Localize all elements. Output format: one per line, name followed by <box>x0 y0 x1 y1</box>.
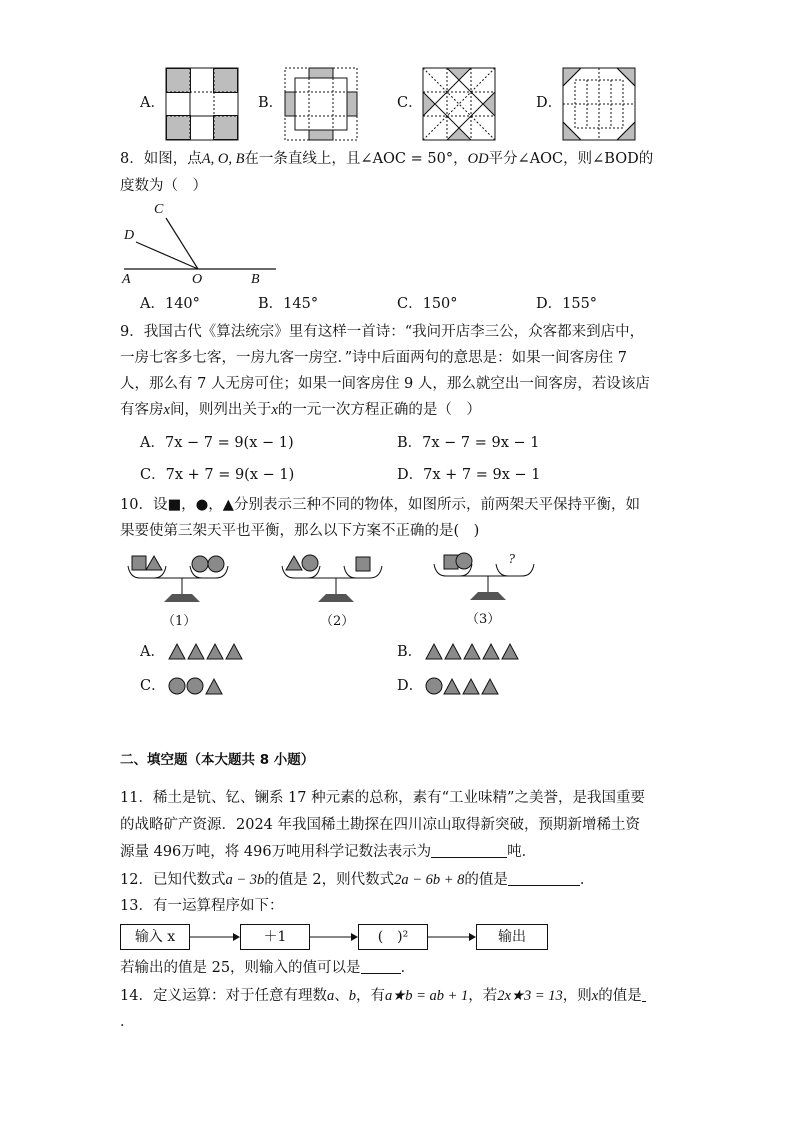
balance-2-caption: （2） <box>320 614 355 629</box>
q10-option-a-shapes <box>168 642 244 660</box>
q12-answer-blank[interactable] <box>508 871 580 886</box>
q7-option-b-label: B． <box>258 95 284 111</box>
balance-3-question-mark: ? <box>508 552 515 567</box>
balance-1 <box>124 552 240 604</box>
flow-input-box: 输入 x <box>120 924 190 950</box>
q8-option-b: B．145° <box>258 296 319 312</box>
balance-3-caption: （3） <box>466 612 501 627</box>
q11-line3: 源量 496万吨，将 496万吨用科学记数法表示为 吨． <box>120 844 537 860</box>
q9-line1: 9．我国古代《算法统宗》里有这样一首诗：“我问开店李三公，众客都来到店中， <box>120 324 645 340</box>
q10-option-c-shapes <box>168 676 226 696</box>
q13-line1: 13．有一运算程序如下： <box>120 898 284 914</box>
q11-line1: 11．稀土是钪、钇、镧系 17 种元素的总称，素有“工业味精”之美誉，是我国重要 <box>120 790 645 806</box>
flow-add-one-box: ＋1 <box>240 924 310 950</box>
q10-option-c-label: C． <box>140 678 166 694</box>
q9-line4: 有客房x间，则列出关于x的一元一次方程正确的是（ ） <box>120 402 481 418</box>
q9-option-a: A．7x − 7 = 9(x − 1) <box>140 435 294 451</box>
q8-stem-line1: 8．如图，点A, O, B在一条直线上，且∠AOC = 50°，OD平分∠AOC，则∠BOD的 <box>120 151 654 167</box>
q7-option-a-label: A． <box>140 95 165 111</box>
q9-option-c: C．7x + 7 = 9(x − 1) <box>140 467 295 483</box>
q10-option-d-shapes <box>425 676 503 696</box>
q7-option-c-label: C． <box>397 95 423 111</box>
q8-option-c: C．150° <box>397 296 458 312</box>
q10-line1: 10．设■，●，▲分别表示三种不同的物体，如图所示，前两架天平保持平衡，如 <box>120 497 640 513</box>
q14-line: 14．定义运算：对于任意有理数a、b，有a★b = ab + 1，若2x★3 = 13，则x的值是 <box>120 986 646 1006</box>
q8-stem-line2: 度数为（ ） <box>120 178 207 194</box>
q8-option-a: A．140° <box>140 296 200 312</box>
balance-2 <box>278 552 394 604</box>
q7-figure-d <box>563 68 635 140</box>
q9-option-d: D．7x + 7 = 9x − 1 <box>397 467 541 483</box>
balance-1-caption: （1） <box>162 614 197 629</box>
section-2-title: 二、填空题（本大题共 8 小题） <box>120 752 315 768</box>
q11-line2: 的战略矿产资源．2024 年我国稀土勘探在四川凉山取得新突破，预期新增稀土资 <box>120 817 641 833</box>
flow-output-box: 输出 <box>476 924 548 950</box>
q13-line2: 若输出的值是 25，则输入的值可以是 ． <box>120 960 416 976</box>
q10-option-b-label: B． <box>397 644 423 660</box>
q8-label-b: B <box>251 272 260 287</box>
q9-line3: 人，那么有 7 人无房可住；如果一间客房住 9 人，那么就空出一间客房，若设该店 <box>120 376 650 392</box>
q12-line: 12．已知代数式a − 3b的值是 2，则代数式2a − 6b + 8的值是 ． <box>120 872 595 888</box>
q8-label-o: O <box>192 272 203 287</box>
q8-label-c: C <box>154 202 164 217</box>
q10-option-a-label: A． <box>140 644 165 660</box>
q10-option-b-shapes <box>425 642 520 660</box>
flow-arrow-2 <box>309 930 359 944</box>
q9-option-b: B．7x − 7 = 9x − 1 <box>397 435 540 451</box>
flow-arrow-3 <box>427 930 477 944</box>
q10-line2: 果要使第三架天平也平衡，那么以下方案不正确的是( ) <box>120 523 480 539</box>
q8-option-d: D．155° <box>536 296 598 312</box>
q7-option-d-label: D． <box>536 95 563 111</box>
q7-figure-c <box>423 68 495 140</box>
q11-answer-blank[interactable] <box>431 843 507 858</box>
flow-arrow-1 <box>189 930 241 944</box>
q9-line2: 一房七客多七客，一房九客一房空．”诗中后面两句的意思是：如果一间客房住 7 <box>120 350 627 366</box>
q8-label-d: D <box>124 228 135 243</box>
q14-answer-blank[interactable] <box>642 987 646 1002</box>
q13-answer-blank[interactable] <box>361 959 401 974</box>
flow-square-box: ( )² <box>358 924 428 950</box>
balance-3 <box>430 550 546 602</box>
q7-figure-a <box>166 68 238 140</box>
q14-end: ． <box>120 1014 135 1030</box>
q8-label-a: A <box>122 272 131 287</box>
q7-figure-b <box>285 68 357 140</box>
q10-option-d-label: D． <box>397 678 424 694</box>
